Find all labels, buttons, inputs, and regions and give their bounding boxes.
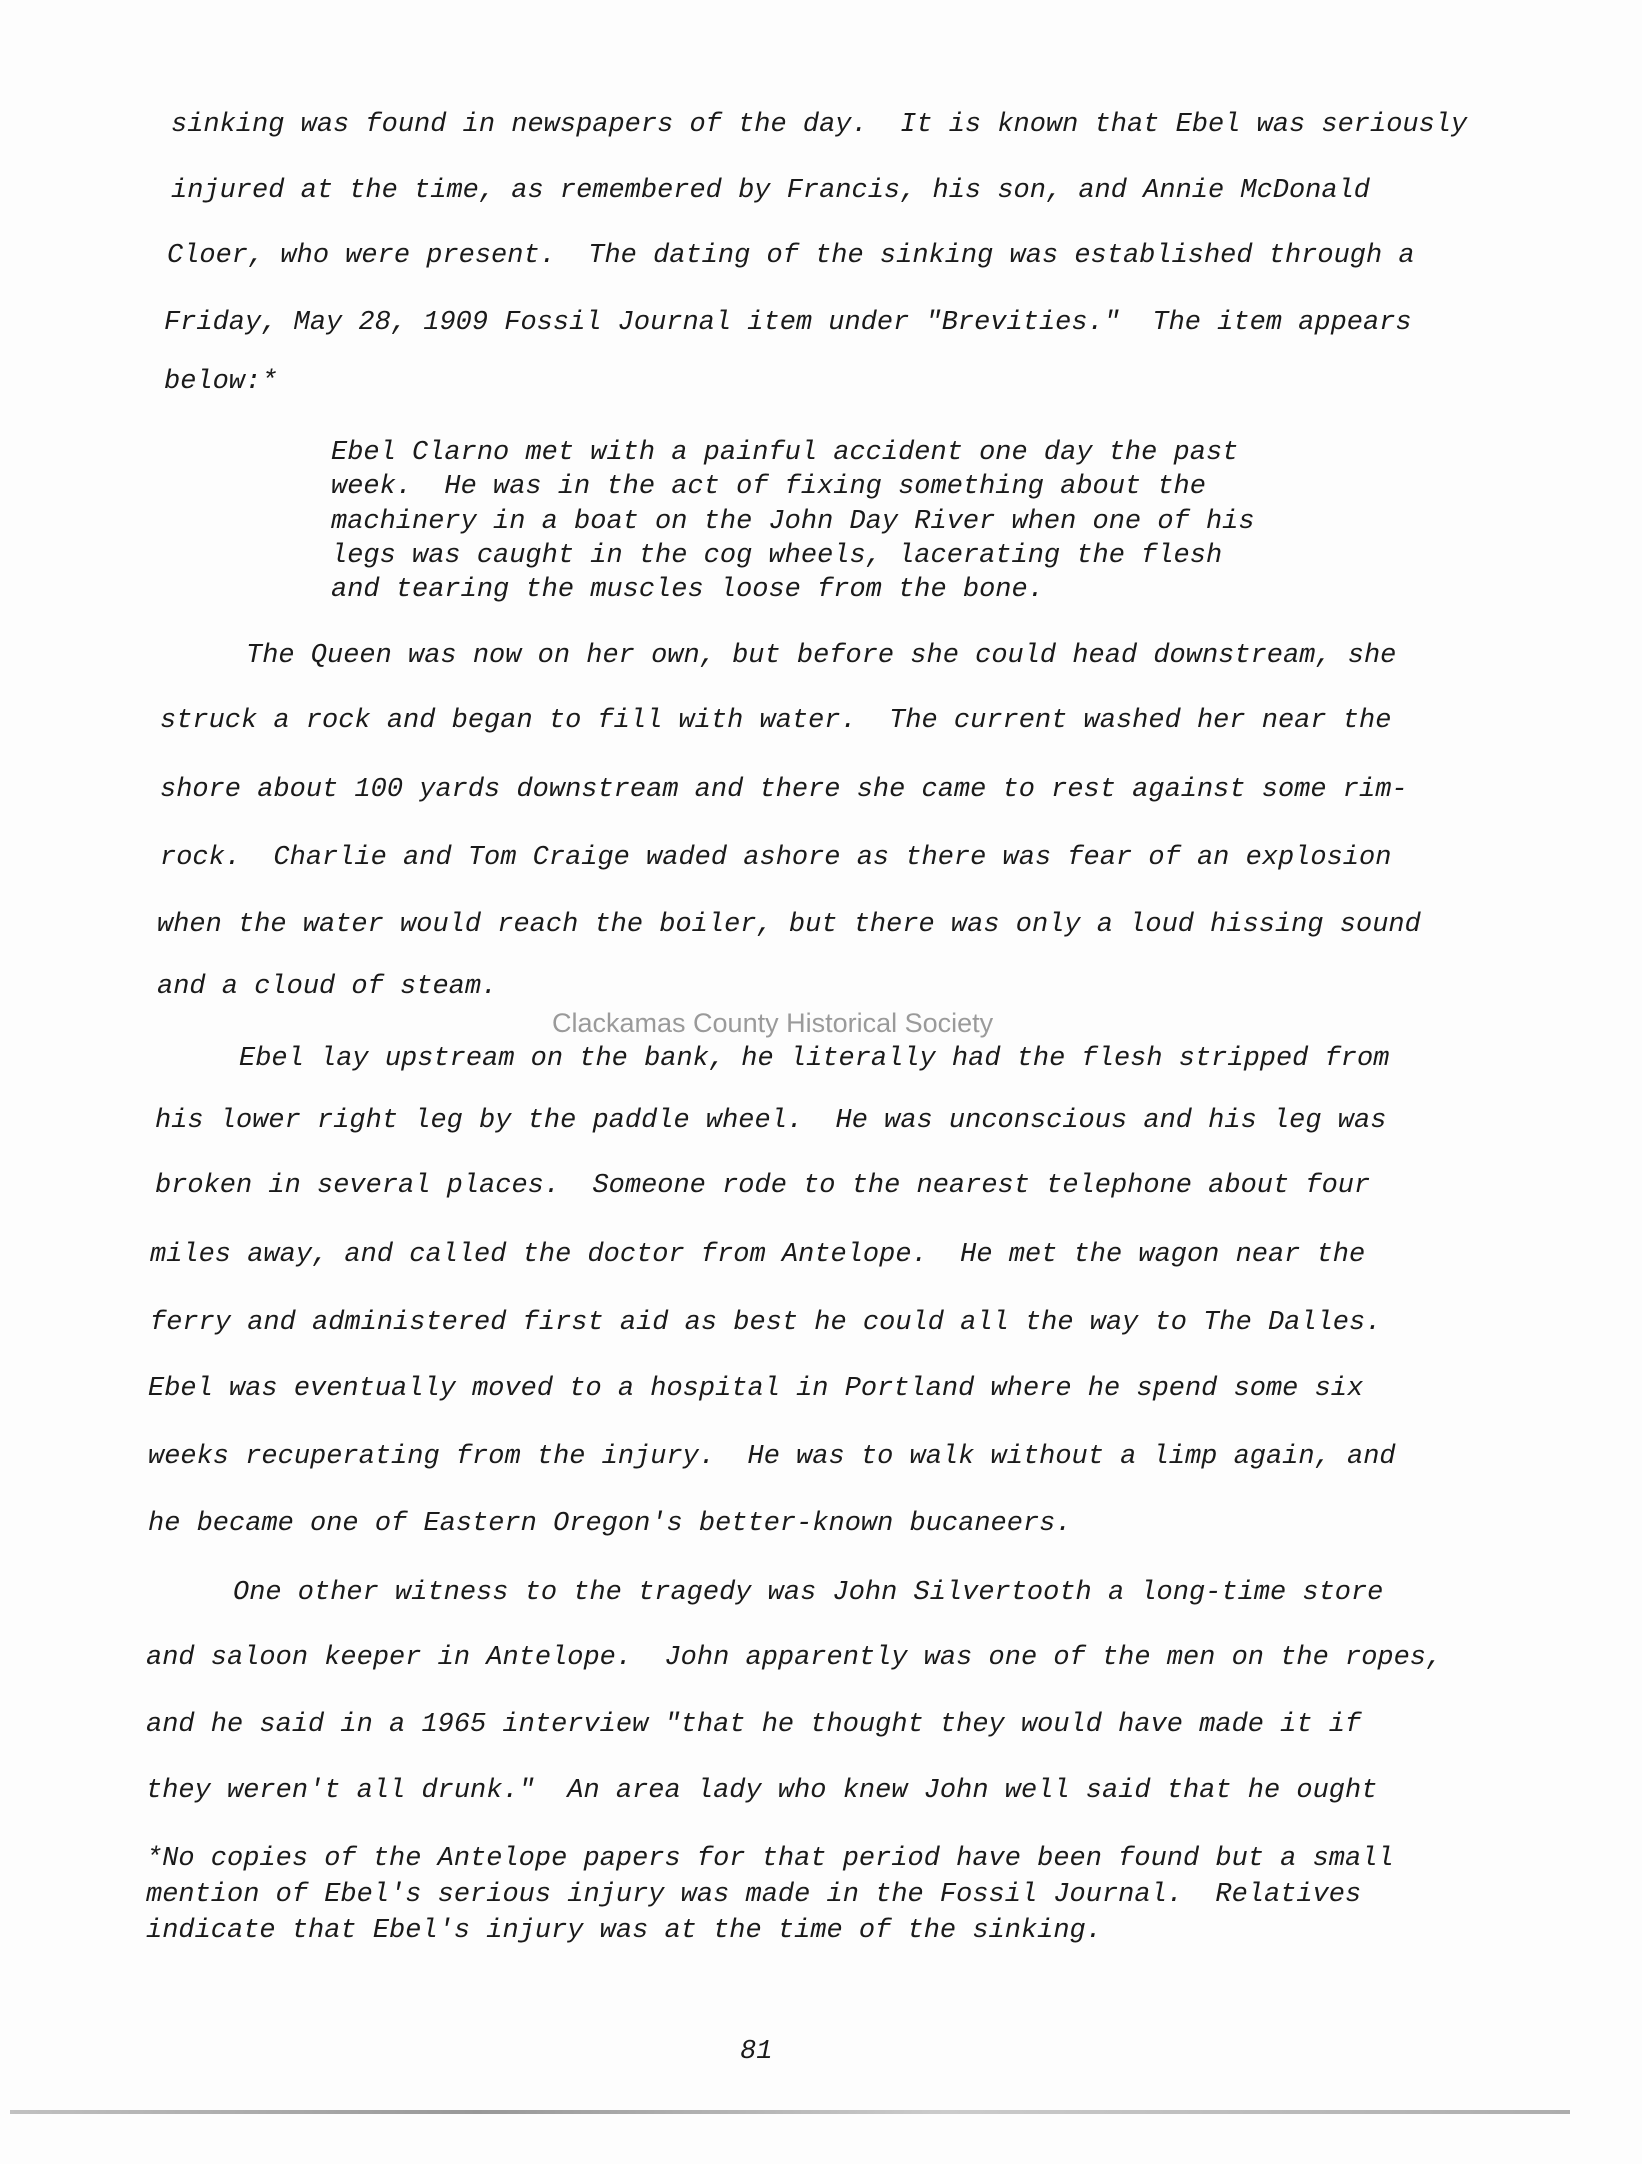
paragraph-1-line: sinking was found in newspapers of the day. It is known that Ebel was seriously (171, 110, 1468, 140)
paragraph-2-line: struck a rock and began to fill with water. The current washed her near the (160, 706, 1392, 736)
paragraph-1-line: Friday, May 28, 1909 Fossil Journal item under "Brevities." The item appears (164, 308, 1412, 338)
footnote-line: indicate that Ebel's injury was at the time of the sinking. (146, 1916, 1102, 1946)
block-quote-line: legs was caught in the cog wheels, lacerating the flesh (331, 541, 1223, 571)
paragraph-2-line: shore about 100 yards downstream and there she came to rest against some rim- (160, 775, 1408, 805)
paragraph-3-line: he became one of Eastern Oregon's better-known bucaneers. (148, 1509, 1072, 1539)
footnote-line: *No copies of the Antelope papers for that period have been found but a small (146, 1844, 1394, 1874)
paragraph-4-line: One other witness to the tragedy was John Silvertooth a long-time store (233, 1578, 1384, 1608)
paragraph-3-line: his lower right leg by the paddle wheel. He was unconscious and his leg was (155, 1106, 1387, 1136)
paragraph-1-line: injured at the time, as remembered by Francis, his son, and Annie McDonald (171, 176, 1370, 206)
paragraph-3-line: weeks recuperating from the injury. He was to walk without a limp again, and (148, 1442, 1396, 1472)
paragraph-3-line: broken in several places. Someone rode to the nearest telephone about four (155, 1171, 1371, 1201)
paragraph-1-line: below:* (164, 367, 278, 397)
paragraph-2-line: The Queen was now on her own, but before she could head downstream, she (246, 641, 1397, 671)
paragraph-3-line: Ebel lay upstream on the bank, he literally had the flesh stripped from (239, 1044, 1390, 1074)
footnote-line: mention of Ebel's serious injury was made in the Fossil Journal. Relatives (146, 1880, 1362, 1910)
block-quote-line: week. He was in the act of fixing something about the (331, 472, 1206, 502)
watermark: Clackamas County Historical Society (552, 1008, 994, 1038)
paragraph-2-line: and a cloud of steam. (157, 972, 498, 1002)
block-quote-line: and tearing the muscles loose from the bone. (331, 575, 1044, 605)
scan-edge-artifact (10, 2110, 1570, 2114)
paragraph-3-line: ferry and administered first aid as best he could all the way to The Dalles. (150, 1308, 1382, 1338)
paragraph-4-line: and saloon keeper in Antelope. John apparently was one of the men on the ropes, (146, 1643, 1443, 1673)
paragraph-4-line: and he said in a 1965 interview "that he thought they would have made it if (146, 1710, 1362, 1740)
paragraph-3-line: Ebel was eventually moved to a hospital in Portland where he spend some six (148, 1374, 1364, 1404)
paragraph-3-line: miles away, and called the doctor from Antelope. He met the wagon near the (150, 1240, 1366, 1270)
paragraph-4-line: they weren't all drunk." An area lady who knew John well said that he ought (146, 1776, 1378, 1806)
page-number: 81 (740, 2037, 773, 2067)
paragraph-1-line: Cloer, who were present. The dating of the sinking was established through a (167, 241, 1415, 271)
paragraph-2-line: rock. Charlie and Tom Craige waded ashore as there was fear of an explosion (160, 843, 1392, 873)
block-quote-line: Ebel Clarno met with a painful accident one day the past (331, 438, 1239, 468)
block-quote-line: machinery in a boat on the John Day River when one of his (331, 507, 1255, 537)
paragraph-2-line: when the water would reach the boiler, but there was only a loud hissing sound (157, 910, 1421, 940)
